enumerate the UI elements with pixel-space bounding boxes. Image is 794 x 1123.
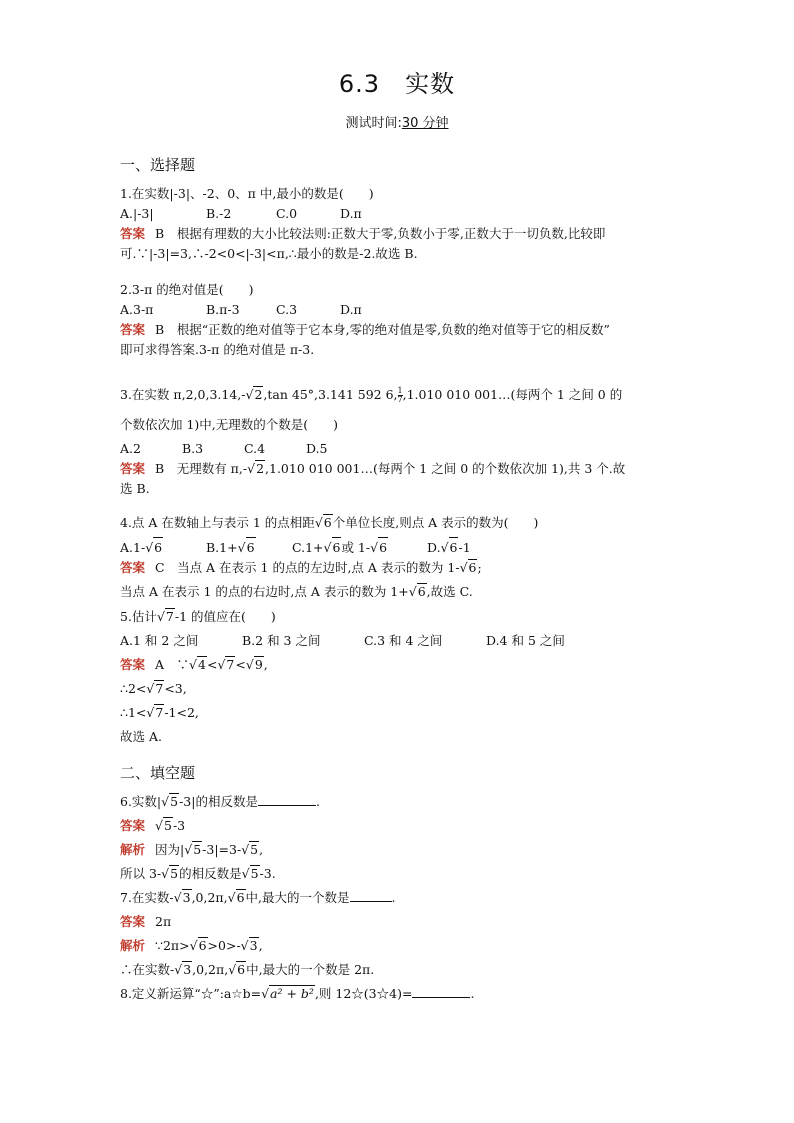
answer-cont: 故选 A.	[120, 729, 162, 744]
answer-cont: 即可求得答案.3-π 的绝对值是 π-3.	[120, 342, 315, 357]
options: A.|-3| B.-2 C.0 D.π	[120, 206, 362, 221]
section-fill	[120, 762, 690, 783]
question-8	[120, 984, 690, 1004]
question-stem: 3.在实数 π,2,0,3.14,-√2,tan 45°,3.141 592 6, $\frac{1}{7},1.010$ 010 001…(每两个 1 之间 0 的	[120, 386, 623, 404]
question-7	[120, 888, 690, 980]
question-4	[120, 513, 690, 602]
answer-blank[interactable]	[350, 889, 392, 902]
answer-cont: 当点 A 在表示 1 的点的右边时,点 A 表示的数为 1+√6,故选 C.	[120, 584, 473, 599]
answer: 答案 B 无理数有 π,-√2,1.010 010 001…(每两个 1 之间 0 的个数依次加 1),共 3 个.故	[120, 461, 626, 476]
question-stem: 2.3-π 的绝对值是( )	[120, 282, 254, 297]
analysis-cont: ∴在实数-√3,0,2π,√6中,最大的一个数是 2π.	[120, 962, 375, 977]
answer-cont: ∴1<√7-1<2,	[120, 705, 199, 720]
analysis: 解析 ∵2π>√6>0>-√3,	[120, 938, 263, 953]
answer: 答案 C 当点 A 在表示 1 的点的左边时,点 A 表示的数为 1-√6;	[120, 560, 482, 575]
section-heading: 一、选择题	[120, 156, 196, 174]
analysis-cont: 所以 3-√5的相反数是√5-3.	[120, 866, 276, 881]
options: A.1 和 2 之间 B.2 和 3 之间 C.3 和 4 之间 D.4 和 5 之间	[120, 633, 565, 648]
section-heading: 二、填空题	[120, 764, 196, 782]
question-stem: 1.在实数|-3|、-2、0、π 中,最小的数是( )	[120, 186, 374, 201]
options: A.1-√6 B.1+√6 C.1+√6或 1-√6 D.√6-1	[120, 537, 690, 558]
answer: 答案 B 根据“正数的绝对值等于它本身,零的绝对值是零,负数的绝对值等于它的相反数”	[120, 322, 610, 337]
question-stem: 5.估计√7-1 的值应在( )	[120, 609, 276, 624]
question-stem: 4.点 A 在数轴上与表示 1 的点相距√6个单位长度,则点 A 表示的数为( )	[120, 515, 539, 530]
fraction: $\frac{1}{7}$	[397, 386, 403, 404]
question-stem: 7.在实数-√3,0,2π,√6中,最大的一个数是 .	[120, 890, 396, 905]
analysis: 解析 因为|√5-3|=3-√5,	[120, 842, 264, 857]
question-3	[120, 385, 690, 499]
question-stem-cont: 个数依次加 1)中,无理数的个数是( )	[120, 417, 339, 432]
answer: 答案 A ∵√4<√7<√9,	[120, 657, 268, 672]
question-5	[120, 607, 690, 747]
answer-cont: ∴2<√7<3,	[120, 681, 187, 696]
answer-blank[interactable]	[412, 985, 470, 998]
answer-blank[interactable]	[258, 793, 316, 806]
answer: 答案 B 根据有理数的大小比较法则:正数大于零,负数小于零,正数大于一切负数,比较即	[120, 226, 606, 241]
question-stem: 8.定义新运算“☆”:a☆b=√a² + b²,则 12☆(3☆4)= .	[120, 986, 475, 1001]
answer-cont: 可.∵|-3|=3,∴-2<0<|-3|<π,∴最小的数是-2.故选 B.	[120, 246, 418, 261]
page-title: 6.3 实数	[338, 70, 456, 98]
question-1	[120, 184, 690, 264]
test-time: 测试时间:30 分钟	[345, 116, 449, 131]
options: A.3-π B.π-3 C.3 D.π	[120, 302, 362, 317]
section-choice	[120, 154, 690, 175]
question-6	[120, 792, 690, 884]
options: A.2 B.3 C.4 D.5	[120, 441, 328, 456]
answer: 答案 √5-3	[120, 818, 186, 833]
answer-cont: 选 B.	[120, 481, 150, 496]
question-2	[120, 280, 690, 360]
answer: 答案 2π	[120, 914, 172, 929]
question-stem: 6.实数|√5-3|的相反数是 .	[120, 794, 320, 809]
